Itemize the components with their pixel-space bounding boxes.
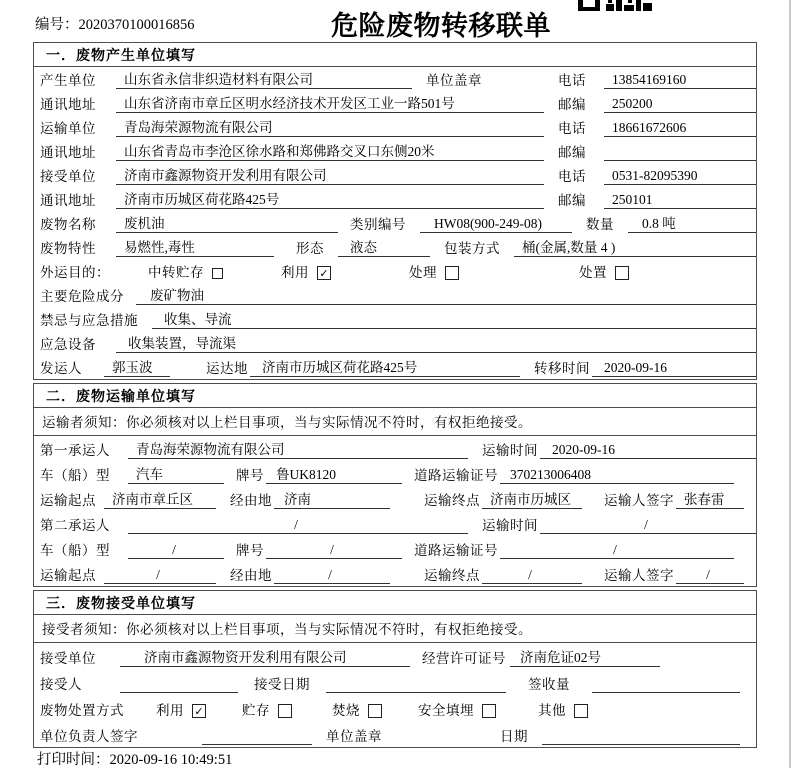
field-vehicle-type-2: / <box>128 542 224 559</box>
label-emergency-equipment: 应急设备 <box>40 337 96 352</box>
field-transport-unit: 青岛海荣源物流有限公司 <box>116 116 544 137</box>
label-phone-1: 电话 <box>558 73 586 88</box>
transfer-form <box>33 42 757 748</box>
field-transport-zip <box>604 145 756 161</box>
label-transfer-date: 转移时间 <box>534 361 590 376</box>
field-transport-time-2: / <box>540 517 756 534</box>
label-zip-2: 邮编 <box>558 145 586 160</box>
option-disposal-other <box>538 699 588 719</box>
field-receiver-phone: 0531-82095390 <box>604 168 756 185</box>
field-producer-address: 山东省济南市章丘区明水经济技术开发区工业一路501号 <box>116 92 544 113</box>
field-producer-phone: 13854169160 <box>604 72 756 89</box>
field-responsible-sign <box>202 729 312 745</box>
field-category-code: HW08(900-249-08) <box>420 216 572 233</box>
row-hazard-components <box>34 283 756 307</box>
field-producer-zip: 250200 <box>604 96 756 113</box>
label-road-permit-2: 道路运输证号 <box>414 543 498 558</box>
field-second-carrier: / <box>128 517 468 534</box>
option-disposal-storage <box>242 699 292 719</box>
label-vehicle-type-2: 车（船）型 <box>40 543 110 558</box>
label-plate-2: 牌号 <box>236 543 264 558</box>
option-transfer-storage <box>148 261 223 281</box>
page-title: 危险废物转移联单 <box>331 11 551 41</box>
option-transfer-storage-label: 中转贮存 <box>148 265 204 280</box>
field-end-1: 济南市历城区 <box>482 488 582 509</box>
row-receiver-unit <box>34 163 756 187</box>
receiver-notice: 接受者须知：你必须核对以上栏目事项，当与实际情况不符时，有权拒绝接受。 <box>34 615 756 643</box>
field-transport-phone: 18661672606 <box>604 120 756 137</box>
option-treat-label: 处理 <box>409 265 437 280</box>
row-disposal-method <box>34 695 756 721</box>
row-vehicle-type-2 <box>34 536 756 561</box>
row-producer-address <box>34 91 756 115</box>
option-disposal-utilize <box>156 699 206 719</box>
label-first-carrier: 第一承运人 <box>40 443 110 458</box>
field-road-permit-1: 370213006408 <box>500 467 734 484</box>
label-via-2: 经由地 <box>230 568 272 583</box>
label-zip-1: 邮编 <box>558 97 586 112</box>
row-transport-unit <box>34 115 756 139</box>
print-time-label: 打印时间： <box>37 752 110 768</box>
field-hazard-components: 废矿物油 <box>136 284 756 305</box>
treat-checkbox <box>445 266 459 280</box>
option-utilize-label: 利用 <box>281 265 309 280</box>
section-producer <box>33 42 757 380</box>
field-receive-date <box>326 677 506 693</box>
document-header <box>0 0 796 42</box>
serial-number <box>35 13 195 34</box>
label-phone-2: 电话 <box>558 121 586 136</box>
label-carrier-sign-2: 运输人签字 <box>604 568 674 583</box>
field-plate-1: 鲁UK8120 <box>266 463 402 484</box>
option-dispose <box>579 261 629 281</box>
label-packing: 包装方式 <box>444 241 500 256</box>
label-plate-1: 牌号 <box>236 468 264 483</box>
label-outbound-purpose: 外运目的： <box>40 265 110 280</box>
field-shipper: 郭玉波 <box>104 356 170 377</box>
row-shipper <box>34 355 756 379</box>
field-waste-name: 废机油 <box>116 212 338 233</box>
label-hazard-components: 主要危险成分 <box>40 289 124 304</box>
label-carrier-sign-1: 运输人签字 <box>604 493 674 508</box>
field-waste-characteristics: 易燃性,毒性 <box>116 236 274 257</box>
field-receiver-unit: 济南市鑫源物资开发利用有限公司 <box>116 164 544 185</box>
label-category-code: 类别编号 <box>350 217 406 232</box>
label-form-state: 形态 <box>296 241 324 256</box>
label-via-1: 经由地 <box>230 493 272 508</box>
field-signed-amount <box>592 677 740 693</box>
label-address-2: 通讯地址 <box>40 145 96 160</box>
row-vehicle-type-1 <box>34 461 756 486</box>
disposal-landfill-checkbox <box>482 704 496 718</box>
label-receiving-unit: 接受单位 <box>40 651 96 666</box>
option-treat <box>409 261 459 281</box>
row-transport-address <box>34 139 756 163</box>
row-responsible-sign <box>34 721 756 747</box>
field-packing: 桶(金属,数量 4 ) <box>514 236 756 257</box>
field-road-permit-2: / <box>500 542 734 559</box>
disposal-incinerate-checkbox <box>368 704 382 718</box>
field-plate-2: / <box>266 542 402 559</box>
option-disposal-incinerate-label: 焚烧 <box>332 703 360 718</box>
row-route-1 <box>34 486 756 511</box>
row-second-carrier <box>34 511 756 536</box>
qr-code-icon <box>578 0 654 11</box>
label-origin-2: 运输起点 <box>40 568 96 583</box>
field-receiver-zip: 250101 <box>604 192 756 209</box>
label-second-carrier: 第二承运人 <box>40 518 110 533</box>
field-license-number: 济南危证02号 <box>510 646 660 667</box>
print-time <box>37 748 232 769</box>
label-quantity: 数量 <box>586 217 614 232</box>
serial-label: 编号： <box>35 17 79 33</box>
label-receiver-unit: 接受单位 <box>40 169 96 184</box>
option-dispose-label: 处置 <box>579 265 607 280</box>
field-receiver-address: 济南市历城区荷花路425号 <box>116 188 544 209</box>
page-edge-divider <box>789 0 791 768</box>
field-producer-unit: 山东省永信非织造材料有限公司 <box>116 68 412 89</box>
field-receiver-person <box>120 677 238 693</box>
field-origin-2: / <box>104 567 216 584</box>
row-route-2 <box>34 561 756 586</box>
field-transport-time-1: 2020-09-16 <box>540 442 756 459</box>
serial-value: 2020370100016856 <box>78 17 195 33</box>
section2-header: 二．废物运输单位填写 <box>34 384 756 408</box>
label-waste-name: 废物名称 <box>40 217 96 232</box>
field-receiving-unit: 济南市鑫源物资开发利用有限公司 <box>120 646 410 667</box>
label-date: 日期 <box>500 729 528 744</box>
label-road-permit-1: 道路运输证号 <box>414 468 498 483</box>
field-via-1: 济南 <box>274 488 390 509</box>
option-disposal-other-label: 其他 <box>538 703 566 718</box>
field-emergency-equipment: 收集装置，导流渠 <box>116 332 756 353</box>
utilize-checkbox: ✓ <box>317 266 331 280</box>
print-time-value: 2020-09-16 10:49:51 <box>109 752 233 768</box>
label-unit-seal: 单位盖章 <box>426 73 482 88</box>
label-producer-unit: 产生单位 <box>40 73 96 88</box>
row-receiver-address <box>34 187 756 211</box>
field-form-state: 液态 <box>338 236 430 257</box>
field-destination: 济南市历城区荷花路425号 <box>250 356 520 377</box>
row-taboo-measures <box>34 307 756 331</box>
disposal-other-checkbox <box>574 704 588 718</box>
option-disposal-storage-label: 贮存 <box>242 703 270 718</box>
transfer-storage-checkbox <box>212 268 223 279</box>
label-origin-1: 运输起点 <box>40 493 96 508</box>
field-origin-1: 济南市章丘区 <box>104 488 216 509</box>
field-carrier-sign-1: 张春雷 <box>676 488 744 509</box>
field-transfer-date: 2020-09-16 <box>592 360 756 377</box>
field-end-2: / <box>482 567 582 584</box>
field-vehicle-type-1: 汽车 <box>128 463 224 484</box>
field-taboo-measures: 收集、导流 <box>152 308 756 329</box>
row-outbound-purpose <box>34 259 756 283</box>
label-receive-date: 接受日期 <box>254 677 310 692</box>
option-utilize <box>281 261 331 281</box>
label-phone-3: 电话 <box>558 169 586 184</box>
label-end-2: 运输终点 <box>424 568 480 583</box>
field-first-carrier: 青岛海荣源物流有限公司 <box>128 438 468 459</box>
row-waste-name <box>34 211 756 235</box>
label-transport-unit: 运输单位 <box>40 121 96 136</box>
row-first-carrier <box>34 436 756 461</box>
row-waste-characteristics <box>34 235 756 259</box>
option-disposal-utilize-label: 利用 <box>156 703 184 718</box>
option-disposal-landfill <box>418 699 496 719</box>
disposal-utilize-checkbox: ✓ <box>192 704 206 718</box>
label-zip-3: 邮编 <box>558 193 586 208</box>
option-disposal-landfill-label: 安全填埋 <box>418 703 474 718</box>
field-transport-address: 山东省青岛市李沧区徐水路和郑佛路交叉口东侧20米 <box>116 140 544 161</box>
label-license-number: 经营许可证号 <box>422 651 506 666</box>
label-taboo-measures: 禁忌与应急措施 <box>40 313 138 328</box>
dispose-checkbox <box>615 266 629 280</box>
label-transport-time-1: 运输时间 <box>482 443 538 458</box>
label-vehicle-type-1: 车（船）型 <box>40 468 110 483</box>
label-shipper: 发运人 <box>40 361 82 376</box>
field-carrier-sign-2: / <box>676 567 744 584</box>
label-transport-time-2: 运输时间 <box>482 518 538 533</box>
transporter-notice: 运输者须知：你必须核对以上栏目事项，当与实际情况不符时，有权拒绝接受。 <box>34 408 756 436</box>
option-disposal-incinerate <box>332 699 382 719</box>
label-disposal-method: 废物处置方式 <box>40 703 124 718</box>
section-receiver <box>33 590 757 748</box>
disposal-storage-checkbox <box>278 704 292 718</box>
label-address-3: 通讯地址 <box>40 193 96 208</box>
row-emergency-equipment <box>34 331 756 355</box>
field-quantity: 0.8 吨 <box>628 212 756 233</box>
label-responsible-sign: 单位负责人签字 <box>40 729 138 744</box>
field-date <box>542 729 740 745</box>
label-waste-characteristics: 废物特性 <box>40 241 96 256</box>
section1-header: 一．废物产生单位填写 <box>34 43 756 67</box>
label-address-1: 通讯地址 <box>40 97 96 112</box>
field-via-2: / <box>274 567 390 584</box>
row-producer-unit <box>34 67 756 91</box>
section-transporter <box>33 383 757 587</box>
label-destination: 运达地 <box>206 361 248 376</box>
row-receiver-person <box>34 669 756 695</box>
label-receiver-person: 接受人 <box>40 677 82 692</box>
label-signed-amount: 签收量 <box>528 677 570 692</box>
row-receiving-unit <box>34 643 756 669</box>
section3-header: 三．废物接受单位填写 <box>34 591 756 615</box>
label-end-1: 运输终点 <box>424 493 480 508</box>
label-unit-seal-2: 单位盖章 <box>326 729 382 744</box>
